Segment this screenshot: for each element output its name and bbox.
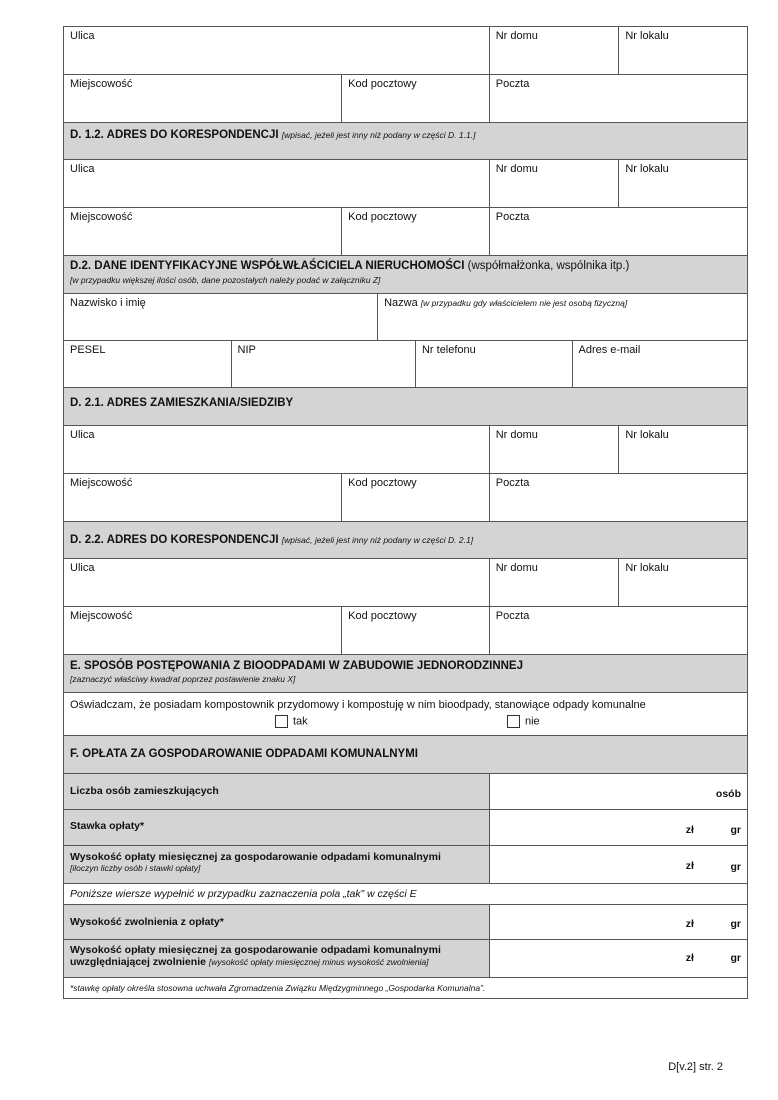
- full-name-label: Nazwisko i imię: [70, 297, 146, 309]
- house-number-label: Nr domu: [495, 562, 538, 574]
- email-label: Adres e-mail: [578, 344, 641, 356]
- apartment-number-field[interactable]: [618, 27, 747, 74]
- postal-code-label: Kod pocztowy: [348, 211, 417, 223]
- street-label: Ulica: [70, 429, 95, 441]
- no-label: nie: [525, 715, 540, 728]
- no-checkbox[interactable]: [507, 715, 520, 728]
- street-label: Ulica: [70, 163, 95, 175]
- postal-code-field[interactable]: [341, 208, 489, 255]
- section-e-title-text: E. SPOSÓB POSTĘPOWANIA Z BIOODPADAMI W ZABUDOWIE JEDNORODZINNEJ: [70, 660, 523, 672]
- declaration-form: [63, 26, 748, 999]
- postal-code-field[interactable]: [341, 607, 489, 654]
- gr-unit: gr: [730, 824, 741, 836]
- section-d21-title: [64, 388, 747, 425]
- section-d2-note: [w przypadku większej ilości osób, dane pozostałych należy podać w załączniku Z]: [70, 275, 381, 285]
- postal-code-label: Kod pocztowy: [348, 78, 417, 90]
- section-d2-title-text: D.2. DANE IDENTYFIKACYJNE WSPÓŁWŁAŚCICIELA NIERUCHOMOŚCI: [70, 260, 465, 272]
- house-number-field[interactable]: [489, 426, 619, 473]
- pesel-field[interactable]: [64, 341, 231, 387]
- address-row-city: [64, 606, 747, 654]
- exemption-input[interactable]: [489, 905, 747, 939]
- house-number-label: Nr domu: [495, 163, 538, 175]
- city-label: Miejscowość: [70, 78, 133, 90]
- info-row: [64, 883, 747, 904]
- postal-code-field[interactable]: [341, 474, 489, 521]
- address-row-street: [64, 26, 747, 74]
- persons-label: Liczba osób zamieszkujących: [64, 774, 489, 809]
- zl-unit: zł: [685, 952, 694, 964]
- street-field[interactable]: [64, 426, 489, 473]
- city-field[interactable]: [64, 75, 341, 122]
- exemption-row: [64, 904, 747, 939]
- person-row-ids: [64, 340, 747, 387]
- address-row-street: [64, 425, 747, 473]
- section-d22-title: [64, 522, 747, 558]
- post-office-label: Poczta: [495, 78, 530, 90]
- monthly-fee-label-text: Wysokość opłaty miesięcznej za gospodarowanie odpadami komunalnymi: [70, 851, 441, 863]
- apartment-number-field[interactable]: [618, 559, 747, 606]
- street-label: Ulica: [70, 562, 95, 574]
- section-f-header: [64, 735, 747, 773]
- apartment-number-label: Nr lokalu: [625, 429, 669, 441]
- post-office-field[interactable]: [489, 208, 747, 255]
- house-number-field[interactable]: [489, 160, 619, 207]
- footnote-row: [64, 977, 747, 998]
- section-d2-subtitle: (współmałżonka, wspólnika itp.): [467, 260, 630, 272]
- persons-input[interactable]: [489, 774, 747, 809]
- section-d2-title: [64, 256, 747, 293]
- city-label: Miejscowość: [70, 477, 133, 489]
- yes-label: tak: [293, 715, 308, 728]
- apartment-number-field[interactable]: [618, 426, 747, 473]
- fee-after-exemption-input[interactable]: [489, 940, 747, 977]
- section-d21-header: [64, 387, 747, 425]
- compost-statement-cell: [64, 693, 747, 735]
- nip-label: NIP: [237, 344, 256, 356]
- section-e-title: [64, 655, 747, 692]
- section-e-note: [zaznaczyć właściwy kwadrat poprzez postawienie znaku X]: [70, 674, 296, 684]
- section-f-title: [64, 736, 747, 773]
- section-e-header: [64, 654, 747, 692]
- apartment-number-label: Nr lokalu: [625, 562, 669, 574]
- address-row-street: [64, 159, 747, 207]
- email-field[interactable]: [572, 341, 747, 387]
- section-d22-note: [wpisać, jeżeli jest inny niż podany w części D. 2.1]: [281, 535, 474, 545]
- post-office-label: Poczta: [495, 610, 530, 622]
- city-label: Miejscowość: [70, 211, 133, 223]
- zl-unit: zł: [685, 824, 694, 836]
- city-field[interactable]: [64, 474, 341, 521]
- address-row-city: [64, 74, 747, 122]
- post-office-label: Poczta: [495, 477, 530, 489]
- phone-field[interactable]: [415, 341, 572, 387]
- fee-after-exemption-note: [wysokość opłaty miesięcznej minus wysokość zwolnienia]: [208, 957, 429, 967]
- monthly-fee-note: [iloczyn liczby osób i stawki opłaty]: [70, 863, 201, 873]
- section-f-title-text: F. OPŁATA ZA GOSPODAROWANIE ODPADAMI KOMUNALNYMI: [70, 748, 418, 760]
- section-d12-header: [64, 122, 747, 159]
- monthly-fee-row: [64, 845, 747, 883]
- section-d12-title: [64, 123, 747, 159]
- apartment-number-label: Nr lokalu: [625, 163, 669, 175]
- postal-code-label: Kod pocztowy: [348, 610, 417, 622]
- persons-row: [64, 773, 747, 809]
- option-yes[interactable]: [275, 715, 308, 728]
- zl-unit: zł: [685, 918, 694, 930]
- person-row-name: [64, 293, 747, 340]
- nip-field[interactable]: [231, 341, 415, 387]
- company-name-note: [w przypadku gdy właścicielem nie jest osobą fizyczną]: [420, 298, 628, 308]
- street-field[interactable]: [64, 27, 489, 74]
- monthly-fee-label: [64, 846, 489, 883]
- house-number-label: Nr domu: [495, 30, 538, 42]
- exemption-label: Wysokość zwolnienia z opłaty*: [64, 905, 489, 939]
- yes-checkbox[interactable]: [275, 715, 288, 728]
- section-d2-header: [64, 255, 747, 293]
- street-field[interactable]: [64, 559, 489, 606]
- fee-after-exemption-row: [64, 939, 747, 977]
- compost-statement: Oświadczam, że posiadam kompostownik przydomowy i kompostuję w nim bioodpady, stanowiące odpady komunalne: [70, 699, 646, 711]
- option-no[interactable]: [507, 715, 540, 728]
- street-field[interactable]: [64, 160, 489, 207]
- post-office-field[interactable]: [489, 607, 747, 654]
- section-d12-note: [wpisać, jeżeli jest inny niż podany w części D. 1.1.]: [281, 130, 476, 140]
- house-number-label: Nr domu: [495, 429, 538, 441]
- city-field[interactable]: [64, 607, 341, 654]
- monthly-fee-input[interactable]: [489, 846, 747, 883]
- compost-row: [64, 692, 747, 735]
- section-d12-title-text: D. 1.2. ADRES DO KORESPONDENCJI: [70, 129, 279, 141]
- postal-code-label: Kod pocztowy: [348, 477, 417, 489]
- gr-unit: gr: [730, 861, 741, 873]
- page-footer: D[v.2] str. 2: [668, 1061, 723, 1073]
- fee-after-exemption-line1: Wysokość opłaty miesięcznej za gospodarowanie odpadami komunalnymi: [70, 944, 441, 956]
- address-row-city: [64, 473, 747, 521]
- fee-after-exemption-label: [64, 940, 489, 977]
- full-name-field[interactable]: [64, 294, 377, 340]
- company-name-field[interactable]: [377, 294, 747, 340]
- address-row-street: [64, 558, 747, 606]
- house-number-field[interactable]: [489, 27, 619, 74]
- section-d22-title-text: D. 2.2. ADRES DO KORESPONDENCJI: [70, 534, 279, 546]
- section-d22-header: [64, 521, 747, 558]
- city-label: Miejscowość: [70, 610, 133, 622]
- post-office-label: Poczta: [495, 211, 530, 223]
- street-label: Ulica: [70, 30, 95, 42]
- city-field[interactable]: [64, 208, 341, 255]
- exemption-info: Poniższe wiersze wypełnić w przypadku zaznaczenia pola „tak” w części E: [70, 888, 417, 900]
- phone-label: Nr telefonu: [421, 344, 476, 356]
- rate-input[interactable]: [489, 810, 747, 845]
- company-name-label: Nazwa: [384, 297, 418, 309]
- post-office-field[interactable]: [489, 474, 747, 521]
- rate-label: Stawka opłaty*: [64, 810, 489, 845]
- zl-unit: zł: [685, 860, 694, 872]
- address-row-city: [64, 207, 747, 255]
- gr-unit: gr: [730, 918, 741, 930]
- gr-unit: gr: [730, 952, 741, 964]
- postal-code-field[interactable]: [341, 75, 489, 122]
- rate-footnote: *stawkę opłaty określa stosowna uchwała Zgromadzenia Związku Międzygminnego „Gospodarka Komunalna”.: [70, 983, 486, 993]
- apartment-number-label: Nr lokalu: [625, 30, 669, 42]
- post-office-field[interactable]: [489, 75, 747, 122]
- fee-after-exemption-line2: uwzględniającej zwolnienie: [70, 956, 206, 968]
- section-d21-title-text: D. 2.1. ADRES ZAMIESZKANIA/SIEDZIBY: [70, 397, 294, 409]
- persons-unit: osób: [715, 788, 741, 800]
- rate-row: [64, 809, 747, 845]
- apartment-number-field[interactable]: [618, 160, 747, 207]
- pesel-label: PESEL: [70, 344, 106, 356]
- house-number-field[interactable]: [489, 559, 619, 606]
